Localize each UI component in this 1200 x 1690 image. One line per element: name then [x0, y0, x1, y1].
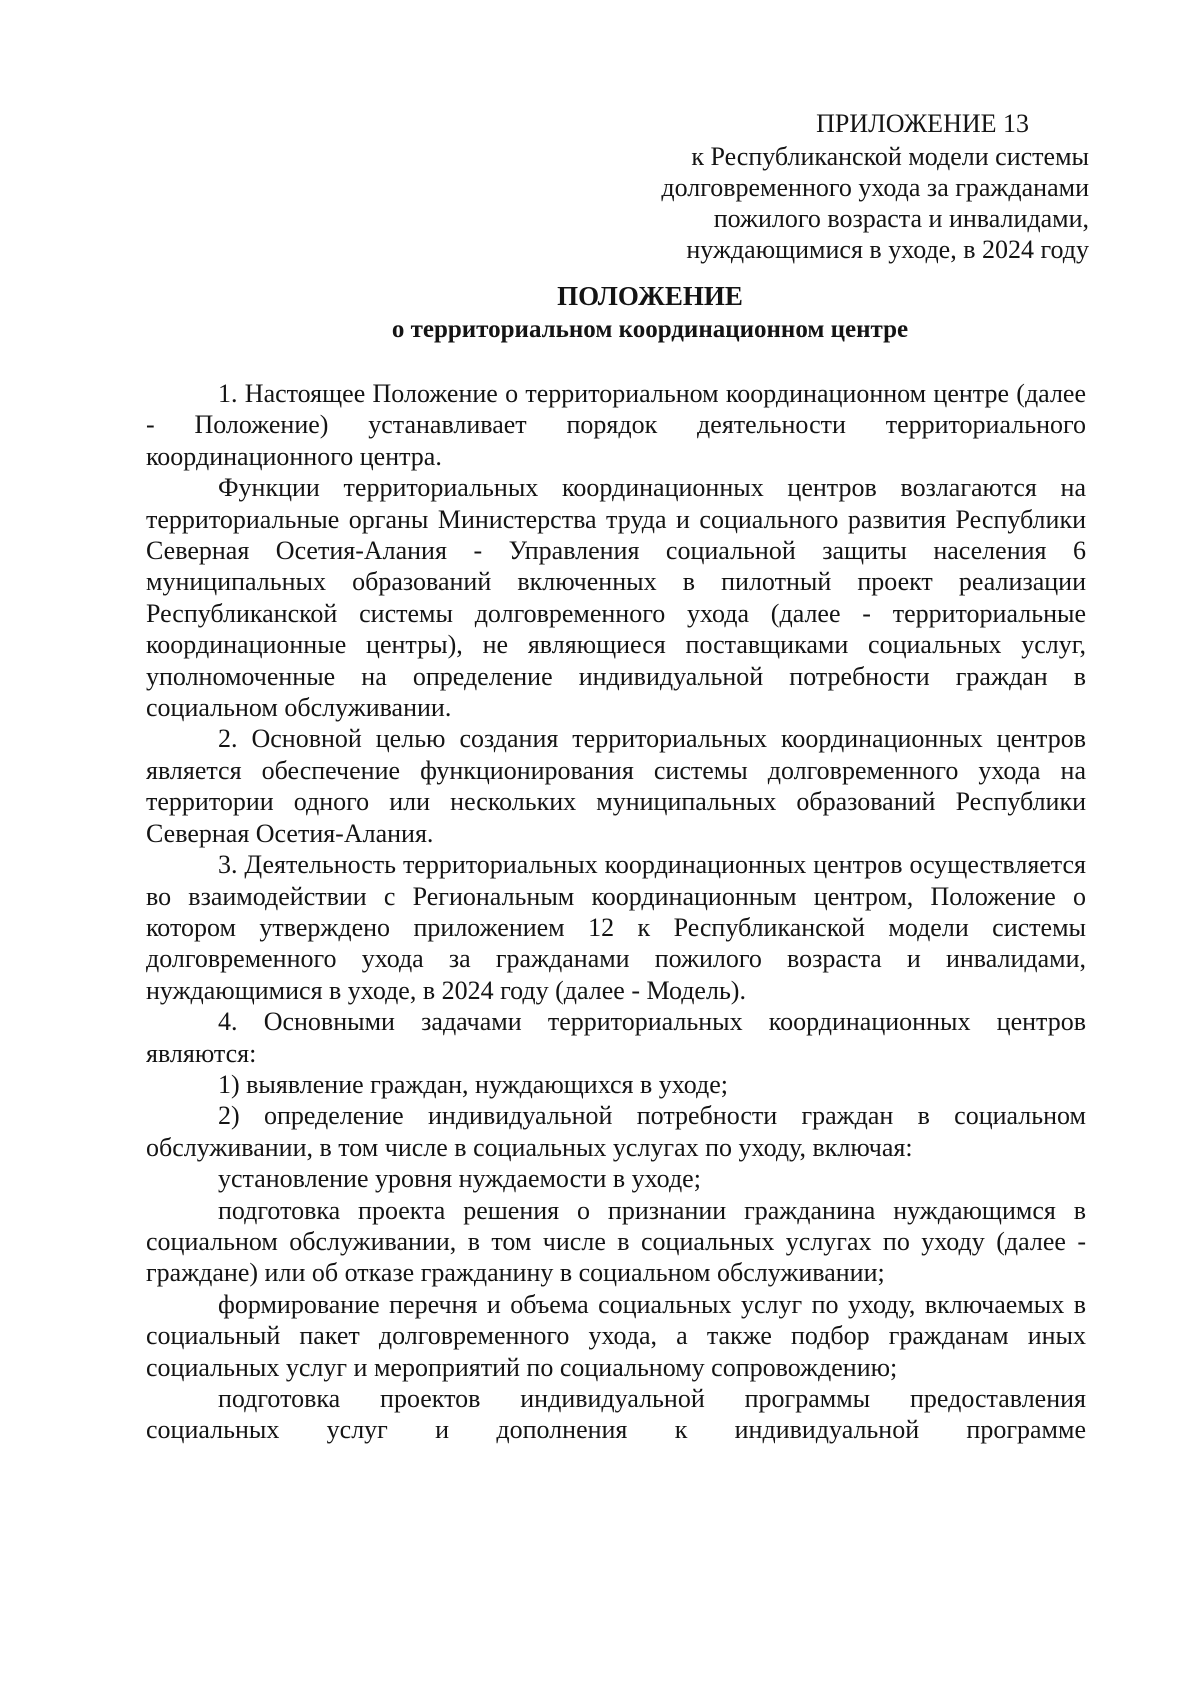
list-item-2: 2) определение индивидуальной потребности граждан в социальном обслуживании, в том числе в социальных услугах по уходу, включая:	[146, 1101, 1086, 1162]
appendix-header	[560, 108, 1089, 265]
document-subtitle: о территориальном координационном центре	[391, 316, 909, 343]
paragraph-2: 2. Основной целью создания территориальных координационных центров является обеспечение функционирования системы долговременного ухода на территории одного или нескольких муниципальных образований Республики Северная Осетия-Алания.	[146, 724, 1086, 848]
paragraph-1: 1. Настоящее Положение о территориальном координационном центре (далее - Положение) устанавливает порядок деятельности территориального координационного центра.	[146, 379, 1086, 471]
paragraph-3: 3. Деятельность территориальных координационных центров осуществляется во взаимодействии с Региональным координационным центром, Положение о котором утверждено приложением 12 к Республиканской модели системы долговременного ухода за гражданами пожилого возраста и инвалидами, нуждающимися в уходе, в 2024 году (далее - Модель).	[146, 850, 1086, 1005]
appendix-line: нуждающимися в уходе, в 2024 году	[686, 235, 1089, 264]
appendix-line: к Республиканской модели системы	[691, 142, 1089, 171]
list-subitem-need-level: установление уровня нуждаемости в уходе;	[218, 1164, 701, 1194]
appendix-title: ПРИЛОЖЕНИЕ 13	[816, 109, 1029, 138]
list-subitem-program-draft: подготовка проектов индивидуальной программы предоставления социальных услуг и дополнения к индивидуальной программе	[146, 1384, 1086, 1445]
appendix-line: пожилого возраста и инвалидами,	[713, 204, 1089, 233]
list-item-1: 1) выявление граждан, нуждающихся в уходе;	[218, 1069, 728, 1099]
paragraph-functions: Функции территориальных координационных центров возлагаются на территориальные органы Министерства труда и социального развития Республики Северная Осетия-Алания - Управления социальной защиты населения 6 муниципальных образований включенных в пилотный проект реализации Республиканской системы долговременного ухода (далее - территориальные координационные центры), не являющиеся поставщиками социальных услуг, уполномоченные на определение индивидуальной потребности граждан в социальном обслуживании.	[146, 473, 1086, 723]
appendix-line: долговременного ухода за гражданами	[661, 173, 1089, 202]
document-body	[146, 378, 1086, 1446]
list-subitem-decision-draft: подготовка проекта решения о признании гражданина нуждающимся в социальном обслуживании, в том числе в социальных услугах по уходу (далее - граждане) или об отказе гражданину в социальном обслуживании;	[146, 1195, 1086, 1288]
paragraph-4: 4. Основными задачами территориальных координационных центров являются:	[146, 1007, 1086, 1068]
document-title: ПОЛОЖЕНИЕ	[557, 281, 743, 311]
list-subitem-services-list: формирование перечня и объема социальных услуг по уходу, включаемых в социальный пакет долговременного ухода, а также подбор гражданам иных социальных услуг и мероприятий по социальному сопровождению;	[146, 1289, 1086, 1382]
